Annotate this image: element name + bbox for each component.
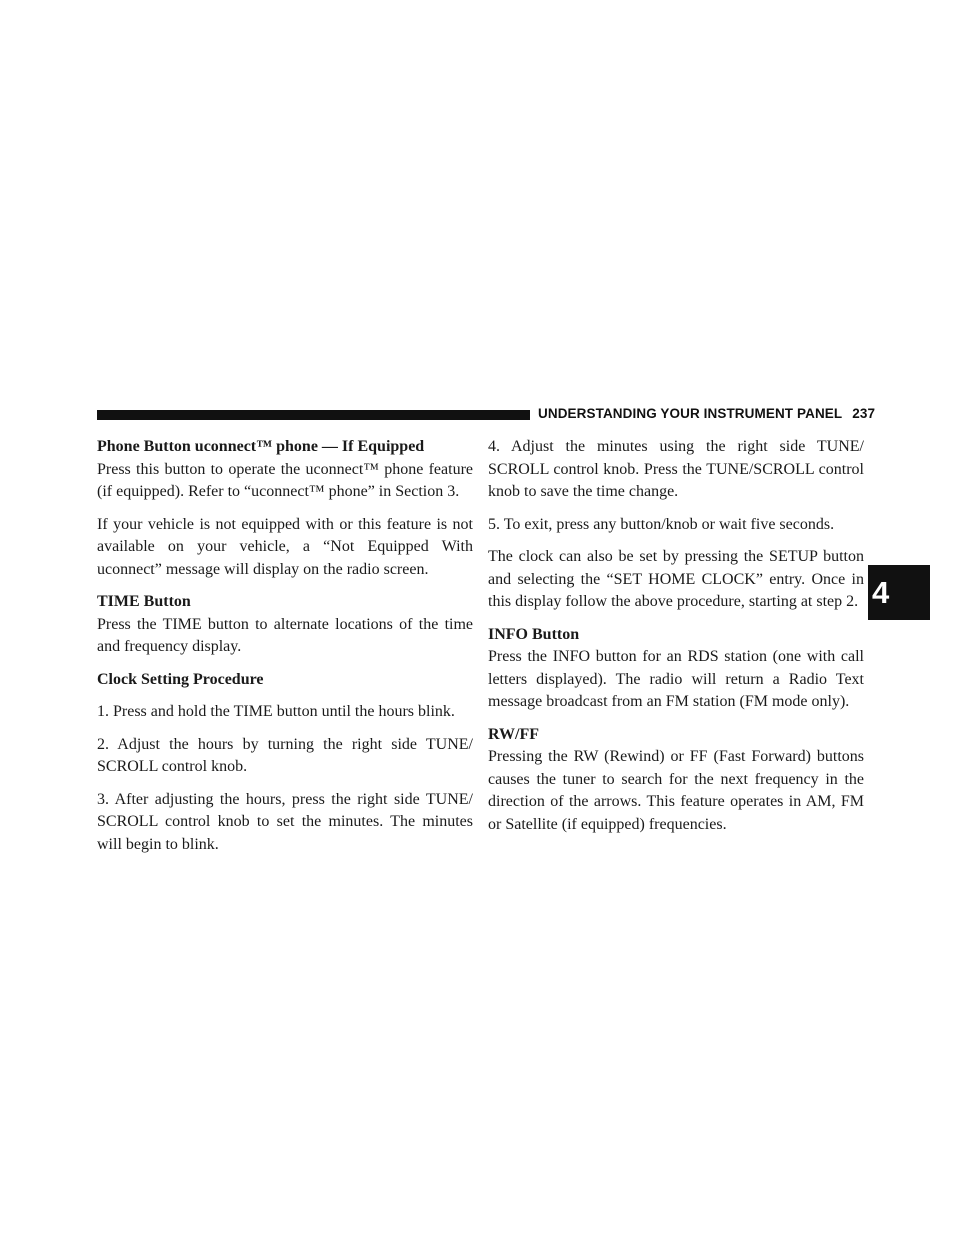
clock-step-4: 4. Adjust the minutes using the right side TUNE/ SCROLL control knob. Press the TUNE/SCROLL control knob to save the time change. xyxy=(488,438,864,500)
header-rule xyxy=(97,410,530,420)
clock-step-5: 5. To exit, press any button/knob or wait five seconds. xyxy=(488,515,835,533)
chapter-tab: 4 xyxy=(868,565,930,620)
left-column xyxy=(97,436,473,866)
clock-step-3: 3. After adjusting the hours, press the right side TUNE/ SCROLL control knob to set the minutes. The minutes will begin to blink. xyxy=(97,790,473,853)
phone-button-heading: Phone Button uconnect™ phone — If Equipped xyxy=(97,438,425,455)
running-header xyxy=(538,406,875,421)
clock-step-2: 2. Adjust the hours by turning the right side TUNE/ SCROLL control knob. xyxy=(97,735,473,775)
rwff-paragraph: Pressing the RW (Rewind) or FF (Fast Forward) buttons causes the tuner to search for the next frequency in the direction of the arrows. This feature operates in AM, FM or Satellite (if equipped) frequencies. xyxy=(488,748,864,833)
time-paragraph: Press the TIME button to alternate locations of the time and frequency display. xyxy=(97,615,473,655)
info-button-heading: INFO Button xyxy=(488,625,580,643)
clock-setting-heading: Clock Setting Procedure xyxy=(97,670,264,688)
phone-paragraph-1: Press this button to operate the uconnect™ phone feature (if equipped). Refer to “uconnect™ phone” in Section 3. xyxy=(97,460,473,500)
right-column xyxy=(488,436,864,846)
phone-paragraph-2: If your vehicle is not equipped with or this feature is not available on your vehicle, a “Not Equipped With uconnect” message will display on the radio screen. xyxy=(97,515,473,578)
clock-step-1: 1. Press and hold the TIME button until the hours blink. xyxy=(97,703,455,720)
setup-paragraph: The clock can also be set by pressing the SETUP button and selecting the “SET HOME CLOCK” entry. Once in this display follow the above procedure, starting at step 2. xyxy=(488,548,864,610)
time-button-heading: TIME Button xyxy=(97,593,191,610)
page-number: 237 xyxy=(852,406,876,421)
section-title: UNDERSTANDING YOUR INSTRUMENT PANEL xyxy=(538,406,843,421)
rwff-heading: RW/FF xyxy=(488,725,539,743)
info-paragraph: Press the INFO button for an RDS station (one with call letters displayed). The radio will return a Radio Text message broadcast from an FM station (FM mode only). xyxy=(488,648,864,710)
